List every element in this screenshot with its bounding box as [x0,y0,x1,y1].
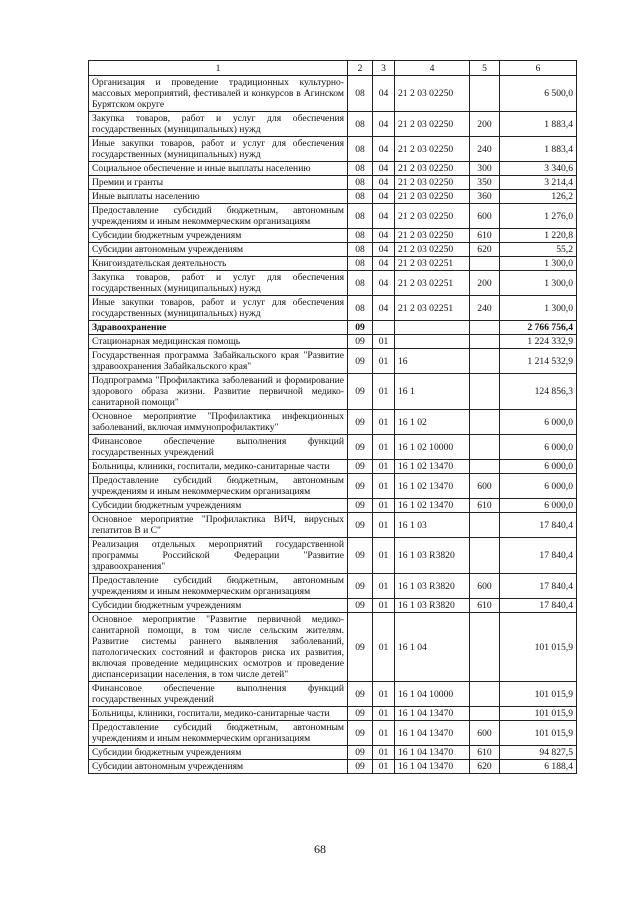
row-expense-type [470,410,500,435]
row-amount: 17 840,4 [500,574,577,599]
row-expense-type [470,321,500,335]
row-section: 08 [348,176,373,190]
table-row [89,707,577,721]
row-subsection: 04 [373,76,395,112]
row-description: Социальное обеспечение и иные выплаты населению [89,162,348,176]
table-row [89,76,577,112]
row-description: Реализация отдельных мероприятий государственной программы Российской Федерации "Развитие здравоохранения" [89,538,348,574]
row-subsection: 01 [373,707,395,721]
row-description: Закупка товаров, работ и услуг для обеспечения государственных (муниципальных) нужд [89,271,348,296]
row-description: Основное мероприятие "Профилактика инфекционных заболеваний, включая иммунопрофилактику" [89,410,348,435]
row-section: 09 [348,574,373,599]
row-expense-type: 610 [470,229,500,243]
row-expense-type [470,374,500,410]
row-amount: 1 220,8 [500,229,577,243]
row-subsection: 04 [373,257,395,271]
table-row [89,374,577,410]
row-expense-type: 610 [470,599,500,613]
row-expense-type [470,349,500,374]
row-description: Основное мероприятие "Развитие первичной медико-санитарной помощи, в том числе сельским жителям. Развитие системы раннего выявления заболеваний, патологических состояний и факторов риска их развития, включая проведение медицинских осмотров и проведение диспансеризации населения, в том числе детей" [89,613,348,682]
row-target-article: 21 2 03 02251 [395,257,470,271]
budget-table [88,60,577,774]
row-expense-type [470,257,500,271]
row-subsection: 04 [373,137,395,162]
row-subsection: 01 [373,499,395,513]
row-amount: 1 300,0 [500,257,577,271]
row-section: 09 [348,499,373,513]
header-row [89,61,577,76]
row-amount: 94 827,5 [500,746,577,760]
row-expense-type: 600 [470,721,500,746]
row-amount: 1 276,0 [500,204,577,229]
row-section: 09 [348,460,373,474]
row-subsection: 01 [373,474,395,499]
row-target-article: 21 2 03 02250 [395,76,470,112]
row-description: Закупка товаров, работ и услуг для обеспечения государственных (муниципальных) нужд [89,112,348,137]
row-target-article: 21 2 03 02250 [395,229,470,243]
row-section: 08 [348,137,373,162]
header-amount: 6 [500,61,577,76]
row-expense-type: 620 [470,243,500,257]
row-amount: 2 766 756,4 [500,321,577,335]
row-subsection: 01 [373,682,395,707]
row-amount: 1 224 332,9 [500,335,577,349]
row-expense-type [470,513,500,538]
row-subsection: 01 [373,513,395,538]
row-description: Субсидии бюджетным учреждениям [89,746,348,760]
table-row [89,243,577,257]
row-target-article: 16 1 04 [395,613,470,682]
row-expense-type: 300 [470,162,500,176]
row-expense-type: 240 [470,137,500,162]
row-expense-type: 360 [470,190,500,204]
row-expense-type [470,335,500,349]
table-row [89,162,577,176]
table-row [89,760,577,774]
row-subsection: 01 [373,574,395,599]
row-description: Здравоохранение [89,321,348,335]
row-subsection: 04 [373,176,395,190]
row-amount: 124 856,3 [500,374,577,410]
row-amount: 1 883,4 [500,137,577,162]
table-row [89,574,577,599]
row-section: 09 [348,374,373,410]
row-target-article: 16 1 03 [395,513,470,538]
table-row [89,296,577,321]
row-section: 09 [348,335,373,349]
row-amount: 6 000,0 [500,460,577,474]
table-row [89,474,577,499]
row-section: 08 [348,257,373,271]
table-row [89,746,577,760]
row-section: 09 [348,613,373,682]
row-amount: 1 300,0 [500,271,577,296]
table-row [89,435,577,460]
row-subsection: 01 [373,746,395,760]
row-subsection: 04 [373,204,395,229]
row-target-article: 16 1 02 10000 [395,435,470,460]
row-expense-type: 610 [470,746,500,760]
row-section: 09 [348,349,373,374]
row-target-article: 21 2 03 02250 [395,176,470,190]
row-expense-type [470,76,500,112]
row-description: Субсидии бюджетным учреждениям [89,229,348,243]
row-description: Государственная программа Забайкальского края "Развитие здравоохранения Забайкальского края" [89,349,348,374]
table-row [89,321,577,335]
row-subsection: 01 [373,335,395,349]
table-row [89,599,577,613]
row-target-article: 16 1 04 10000 [395,682,470,707]
row-section: 09 [348,599,373,613]
row-target-article: 16 1 02 [395,410,470,435]
row-description: Субсидии автономным учреждениям [89,760,348,774]
row-subsection: 04 [373,229,395,243]
row-description: Стационарная медицинская помощь [89,335,348,349]
table-row [89,410,577,435]
row-subsection: 04 [373,243,395,257]
row-amount: 1 300,0 [500,296,577,321]
header-section: 2 [348,61,373,76]
row-section: 09 [348,321,373,335]
row-subsection: 01 [373,538,395,574]
table-row [89,349,577,374]
row-section: 08 [348,296,373,321]
row-subsection: 04 [373,162,395,176]
row-target-article: 16 1 04 13470 [395,707,470,721]
table-row [89,499,577,513]
row-amount: 6 000,0 [500,499,577,513]
row-amount: 6 500,0 [500,76,577,112]
row-amount: 6 000,0 [500,435,577,460]
row-target-article: 16 1 02 13470 [395,474,470,499]
row-target-article: 21 2 03 02251 [395,271,470,296]
row-subsection: 04 [373,112,395,137]
table-row [89,190,577,204]
row-section: 08 [348,190,373,204]
table-row [89,112,577,137]
row-target-article [395,321,470,335]
row-description: Предоставление субсидий бюджетным, автономным учреждениям и иным некоммерческим организациям [89,204,348,229]
row-target-article: 16 1 03 R3820 [395,599,470,613]
row-target-article: 16 1 03 R3820 [395,574,470,599]
row-amount: 55,2 [500,243,577,257]
row-expense-type [470,435,500,460]
row-expense-type: 600 [470,204,500,229]
row-description: Премии и гранты [89,176,348,190]
row-description: Финансовое обеспечение выполнения функций государственных учреждений [89,682,348,707]
row-section: 09 [348,682,373,707]
header-description: 1 [89,61,348,76]
table-row [89,271,577,296]
table-row [89,229,577,243]
header-expense-type: 5 [470,61,500,76]
row-target-article: 16 1 02 13470 [395,499,470,513]
row-target-article: 21 2 03 02250 [395,190,470,204]
row-target-article: 21 2 03 02250 [395,112,470,137]
row-description: Подпрограмма "Профилактика заболеваний и формирование здорового образа жизни. Развитие первичной медико-санитарной помощи" [89,374,348,410]
table-row [89,538,577,574]
row-amount: 17 840,4 [500,513,577,538]
row-target-article: 21 2 03 02250 [395,243,470,257]
row-section: 08 [348,229,373,243]
header-subsection: 3 [373,61,395,76]
row-amount: 3 214,4 [500,176,577,190]
row-section: 09 [348,410,373,435]
row-expense-type [470,538,500,574]
row-section: 09 [348,721,373,746]
row-subsection: 01 [373,599,395,613]
row-section: 08 [348,162,373,176]
table-row [89,460,577,474]
row-subsection: 01 [373,613,395,682]
row-section: 09 [348,474,373,499]
row-amount: 6 000,0 [500,410,577,435]
row-description: Субсидии бюджетным учреждениям [89,499,348,513]
row-expense-type [470,460,500,474]
row-target-article: 16 [395,349,470,374]
row-expense-type: 200 [470,112,500,137]
row-description: Основное мероприятие "Профилактика ВИЧ, вирусных гепатитов В и С" [89,513,348,538]
row-target-article: 16 1 [395,374,470,410]
row-amount: 1 883,4 [500,112,577,137]
row-section: 09 [348,435,373,460]
row-amount: 1 214 532,9 [500,349,577,374]
row-target-article: 16 1 03 R3820 [395,538,470,574]
row-subsection: 04 [373,271,395,296]
table-row [89,613,577,682]
row-subsection: 01 [373,435,395,460]
row-expense-type [470,707,500,721]
row-target-article: 16 1 02 13470 [395,460,470,474]
row-target-article [395,335,470,349]
row-section: 08 [348,112,373,137]
row-description: Предоставление субсидий бюджетным, автономным учреждениям и иным некоммерческим организациям [89,721,348,746]
row-expense-type [470,613,500,682]
table-row [89,335,577,349]
row-subsection [373,321,395,335]
row-amount: 101 015,9 [500,721,577,746]
header-target-article: 4 [395,61,470,76]
row-section: 09 [348,760,373,774]
row-target-article: 21 2 03 02251 [395,296,470,321]
row-section: 09 [348,746,373,760]
row-description: Организация и проведение традиционных культурно-массовых мероприятий, фестивалей и конкурсов в Агинском Бурятском округе [89,76,348,112]
row-section: 09 [348,538,373,574]
row-subsection: 01 [373,374,395,410]
row-expense-type: 610 [470,499,500,513]
row-subsection: 01 [373,460,395,474]
row-expense-type: 350 [470,176,500,190]
row-subsection: 01 [373,760,395,774]
row-section: 08 [348,204,373,229]
row-amount: 17 840,4 [500,599,577,613]
row-amount: 126,2 [500,190,577,204]
row-amount: 6 000,0 [500,474,577,499]
table-row [89,204,577,229]
row-amount: 6 188,4 [500,760,577,774]
row-amount: 101 015,9 [500,613,577,682]
page-number: 68 [314,842,326,856]
row-section: 09 [348,513,373,538]
row-target-article: 21 2 03 02250 [395,137,470,162]
row-subsection: 04 [373,190,395,204]
row-description: Иные выплаты населению [89,190,348,204]
table-row [89,682,577,707]
row-target-article: 21 2 03 02250 [395,162,470,176]
row-amount: 3 340,6 [500,162,577,176]
row-target-article: 16 1 04 13470 [395,746,470,760]
row-expense-type [470,682,500,707]
row-description: Иные закупки товаров, работ и услуг для обеспечения государственных (муниципальных) нужд [89,137,348,162]
row-target-article: 21 2 03 02250 [395,204,470,229]
row-subsection: 01 [373,410,395,435]
row-target-article: 16 1 04 13470 [395,760,470,774]
row-description: Субсидии бюджетным учреждениям [89,599,348,613]
table-row [89,137,577,162]
row-description: Субсидии автономным учреждениям [89,243,348,257]
row-expense-type: 600 [470,574,500,599]
row-section: 09 [348,707,373,721]
row-amount: 101 015,9 [500,682,577,707]
row-description: Больницы, клиники, госпитали, медико-санитарные части [89,460,348,474]
table-row [89,513,577,538]
row-description: Предоставление субсидий бюджетным, автономным учреждениям и иным некоммерческим организациям [89,474,348,499]
row-expense-type: 240 [470,296,500,321]
budget-table-body [89,76,577,774]
row-description: Иные закупки товаров, работ и услуг для обеспечения государственных (муниципальных) нужд [89,296,348,321]
row-section: 08 [348,271,373,296]
row-expense-type: 200 [470,271,500,296]
row-description: Больницы, клиники, госпитали, медико-санитарные части [89,707,348,721]
row-section: 08 [348,243,373,257]
row-subsection: 01 [373,349,395,374]
row-amount: 17 840,4 [500,538,577,574]
row-expense-type: 600 [470,474,500,499]
row-target-article: 16 1 04 13470 [395,721,470,746]
table-row [89,176,577,190]
row-subsection: 04 [373,296,395,321]
row-description: Предоставление субсидий бюджетным, автономным учреждениям и иным некоммерческим организациям [89,574,348,599]
row-description: Финансовое обеспечение выполнения функций государственных учреждений [89,435,348,460]
row-description: Книгоиздательская деятельность [89,257,348,271]
row-amount: 101 015,9 [500,707,577,721]
table-row [89,257,577,271]
table-row [89,721,577,746]
row-subsection: 01 [373,721,395,746]
row-expense-type: 620 [470,760,500,774]
row-section: 08 [348,76,373,112]
